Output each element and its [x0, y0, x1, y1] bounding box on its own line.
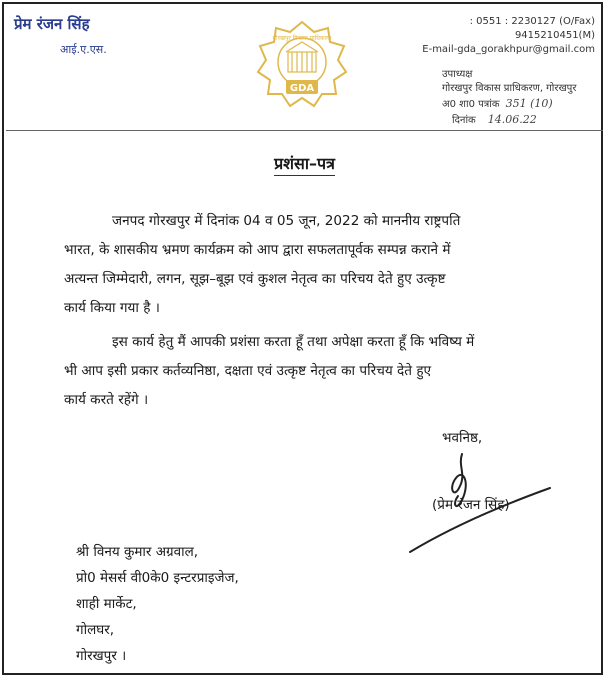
officer-name: प्रेम रंजन सिंह [14, 15, 90, 33]
reference-value: 351 (10) [505, 97, 553, 110]
body-line-2: भारत, के शासकीय भ्रमण कार्यक्रम को आप द्वारा सफलतापूर्वक सम्पन्न कराने में [64, 242, 451, 258]
logo-abbr: GDA [289, 83, 315, 94]
recipient-line-5: गोरखपुर । [76, 648, 127, 664]
recipient-line-4: गोलघर, [76, 622, 115, 638]
recipient-line-2: प्रो0 मेसर्स वी0के0 इन्टरप्राइजेज, [76, 570, 239, 586]
gda-logo-emblem [254, 18, 350, 110]
email-address: E-mail-gda_gorakhpur@gmail.com [422, 44, 595, 55]
body-line-7: कार्य करते रहेंगे । [64, 392, 149, 408]
officer-service: आई.ए.एस. [60, 43, 107, 56]
letter-title: प्रशंसा–पत्र [0, 152, 609, 174]
closing-salutation: भवनिष्ठ, [442, 430, 483, 446]
body-line-1: जनपद गोरखपुर में दिनांक 04 व 05 जून, 2022 को माननीय राष्ट्रपति [112, 213, 461, 229]
body-line-4: कार्य किया गया है । [64, 300, 160, 316]
date-value: 14.06.22 [487, 113, 537, 126]
recipient-line-1: श्री विनय कुमार अग्रवाल, [76, 544, 199, 560]
reference-number [442, 96, 553, 110]
reference-label: अ0 शा0 पत्रांक [442, 99, 500, 110]
designation: उपाध्यक्ष [442, 69, 473, 80]
body-line-6: भी आप इसी प्रकार कर्तव्यनिष्ठा, दक्षता एवं उत्कृष्ट नेतृत्व का परिचय देते हुए [64, 363, 432, 379]
date-label: दिनांक [452, 115, 476, 126]
letter-date [452, 112, 537, 126]
logo-building-icon [286, 42, 318, 72]
office-name: गोरखपुर विकास प्राधिकरण, गोरखपुर [442, 83, 577, 94]
phone-number: : 0551 : 2230127 (O/Fax) [469, 16, 595, 27]
body-line-5: इस कार्य हेतु मैं आपकी प्रशंसा करता हूँ तथा अपेक्षा करता हूँ कि भविष्य में [112, 334, 475, 350]
mobile-number: 9415210451(M) [514, 30, 595, 41]
recipient-line-3: शाही मार्केट, [76, 596, 137, 612]
body-line-3: अत्यन्त जिम्मेदारी, लगन, सूझ–बूझ एवं कुशल नेतृत्व का परिचय देते हुए उत्कृष्ट [64, 271, 446, 287]
header-divider [6, 130, 603, 131]
signatory-name: (प्रेम रंजन सिंह) [432, 497, 510, 513]
logo-top-text: गोरखपुर विकास प्राधिकरण [272, 35, 332, 42]
